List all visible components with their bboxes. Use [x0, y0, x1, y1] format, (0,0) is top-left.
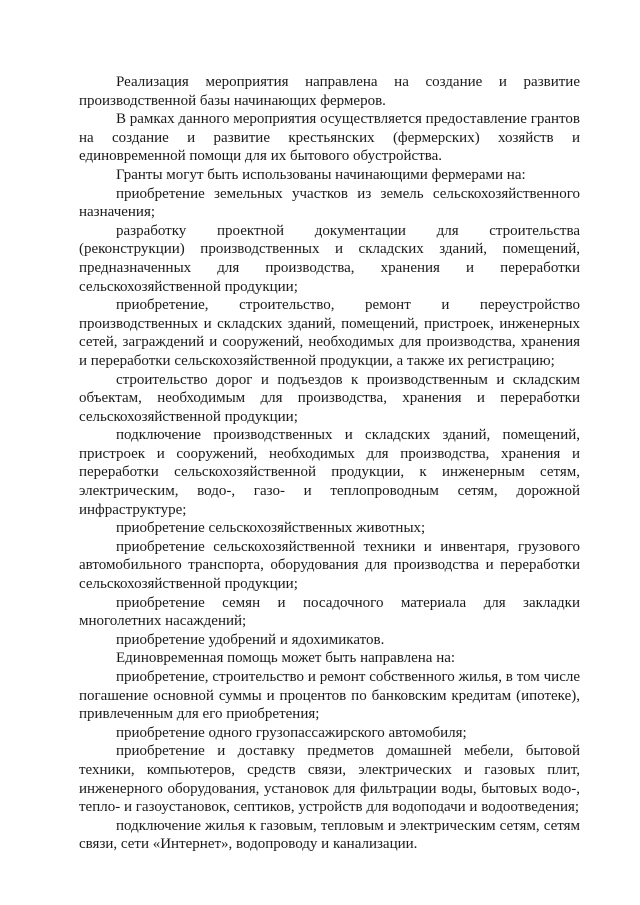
paragraph-grants-usage-heading: Гранты могут быть использованы начинающими фермерами на:	[116, 166, 526, 183]
list-item-roads-construction: строительство дорог и подъездов к производственным и складским объектам, необходимым для производства, хранения и переработки сельскохозяйственной продукции;	[79, 371, 580, 425]
list-item-project-documentation: разработку проектной документации для строительства (реконструкции) производственных и складских зданий, помещений, предназначенных для производства, хранения и переработки сельскохозяйственной продукции;	[79, 222, 580, 295]
paragraph-onetime-aid-heading: Единовременная помощь может быть направлена на:	[116, 650, 456, 667]
list-item-machinery: приобретение сельскохозяйственной техники и инвентаря, грузового автомобильного транспорта, оборудования для производства и переработки сельскохозяйственной продукции;	[79, 538, 580, 593]
list-item-utilities-connection: подключение производственных и складских зданий, помещений, пристроек и сооружений, необходимых для производства, хранения и переработки сельскохозяйственной продукции, к инженерным сетям, электрическим, водо-, газо- и теплопроводным сетям, дорожной инфраструктуре;	[79, 427, 580, 518]
document-body	[79, 73, 580, 854]
list-item-housing-connection: подключение жилья к газовым, тепловым и электрическим сетям, сетям связи, сети «Интернет», водопроводу и канализации.	[79, 817, 580, 853]
list-item-fertilizers: приобретение удобрений и ядохимикатов.	[116, 631, 385, 648]
list-item-vehicle: приобретение одного грузопассажирского автомобиля;	[116, 724, 467, 741]
list-item-seeds: приобретение семян и посадочного материала для закладки многолетних насаждений;	[79, 594, 580, 630]
list-item-land-purchase: приобретение земельных участков из земель сельскохозяйственного назначения;	[79, 185, 580, 221]
list-item-buildings-construction: приобретение, строительство, ремонт и переустройство производственных и складских зданий, помещений, пристроек, инженерных сетей, заграждений и сооружений, необходимых для производства, хранения и переработки сельскохозяйственной продукции, а также их регистрацию;	[79, 297, 580, 369]
paragraph-intro: Реализация мероприятия направлена на создание и развитие производственной базы начинающих фермеров.	[79, 74, 580, 109]
paragraph-grants-description: В рамках данного мероприятия осуществляется предоставление грантов на создание и развитие крестьянских (фермерских) хозяйств и единовременной помощи для их бытового обустройства.	[79, 111, 580, 165]
list-item-livestock: приобретение сельскохозяйственных животных;	[116, 520, 426, 537]
list-item-housing: приобретение, строительство и ремонт собственного жилья, в том числе погашение основной суммы и процентов по банковским кредитам (ипотеке), привлеченным для его приобретения;	[79, 669, 580, 723]
list-item-household-items: приобретение и доставку предметов домашней мебели, бытовой техники, компьютеров, средств связи, электрических и газовых плит, инженерного оборудования, установок для фильтрации воды, бытовых водо-, тепло- и газоустановок, септиков, устройств для водоподачи и водоотведения;	[79, 743, 580, 816]
